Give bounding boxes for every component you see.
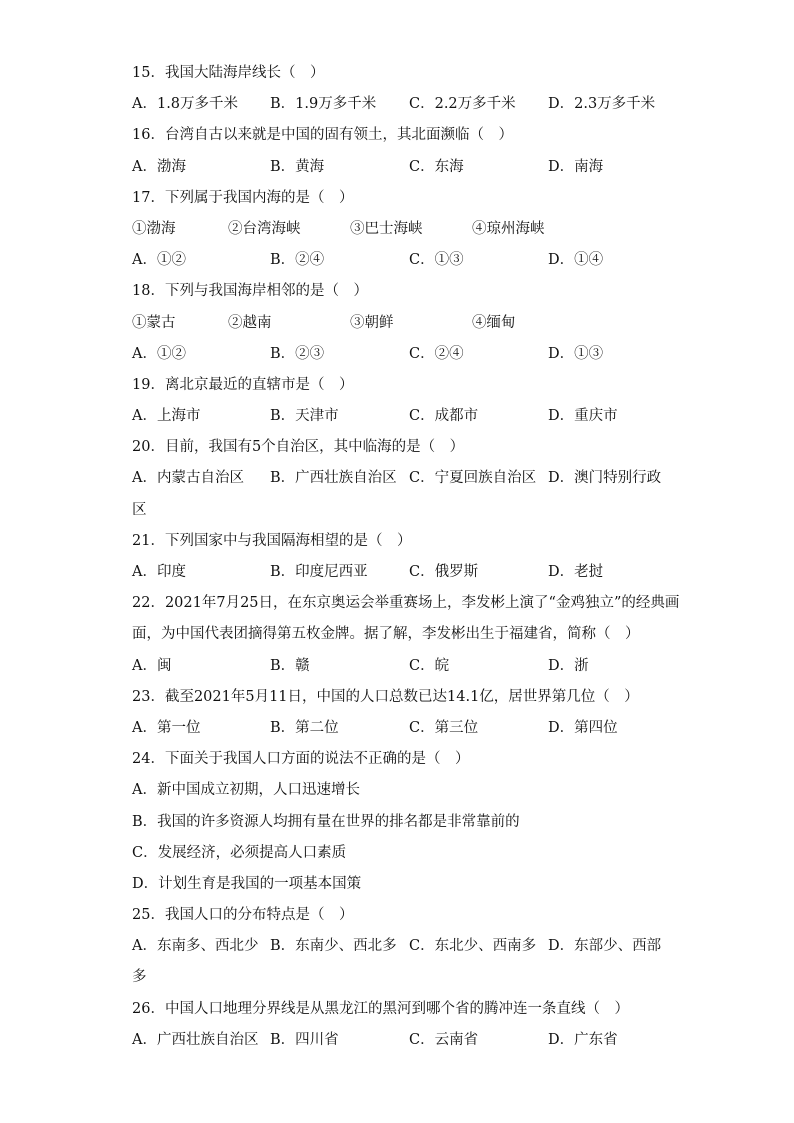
question-23-options xyxy=(132,713,672,744)
option-b: B．四川省 xyxy=(270,1031,339,1048)
option-d: D．澳门特别行政 xyxy=(548,470,662,487)
question-18-stem: 18．下列与我国海岸相邻的是（ ） xyxy=(132,283,368,300)
option-d: D．①④ xyxy=(548,252,604,269)
statement-3: ③朝鲜 xyxy=(350,314,394,331)
option-a: A．印度 xyxy=(132,564,186,580)
option-a: A．东南多、西北少 xyxy=(132,938,259,955)
option-d: D．①③ xyxy=(548,345,604,362)
question-24-option-b: B．我国的许多资源人均拥有量在世界的排名都是非常靠前的 xyxy=(132,813,520,830)
option-b: B．东南少、西北多 xyxy=(270,938,397,955)
option-c: C．东海 xyxy=(409,158,464,175)
option-c: C．宁夏回族自治区 xyxy=(409,470,537,487)
question-15-stem: 15．我国大陆海岸线长（ ） xyxy=(132,65,325,81)
option-a: A．渤海 xyxy=(132,158,186,175)
option-c: C．①③ xyxy=(409,252,464,269)
option-d: D．广东省 xyxy=(548,1031,618,1048)
statement-3: ③巴士海峡 xyxy=(350,220,423,237)
statement-2: ②台湾海峡 xyxy=(228,220,301,237)
option-b: B．第二位 xyxy=(270,719,339,736)
option-c: C．2.2万多千米 xyxy=(409,96,516,113)
option-c: C．成都市 xyxy=(409,408,479,425)
question-20-stem: 20．目前，我国有5个自治区，其中临海的是（ ） xyxy=(132,439,465,456)
question-page xyxy=(132,58,680,1056)
option-c: C．东北少、西南多 xyxy=(409,938,537,955)
option-a: A．广西壮族自治区 xyxy=(132,1031,259,1048)
question-25-stem: 25．我国人口的分布特点是（ ） xyxy=(132,907,354,924)
question-16-stem: 16．台湾自古以来就是中国的固有领土，其北面濒临（ ） xyxy=(132,127,513,144)
statement-1: ①渤海 xyxy=(132,220,176,237)
question-16-options xyxy=(132,152,672,183)
question-21-options xyxy=(132,557,672,588)
option-d: D．浙 xyxy=(548,657,589,674)
question-24-stem: 24．下面关于我国人口方面的说法不正确的是（ ） xyxy=(132,751,470,768)
option-d: D．南海 xyxy=(548,158,604,175)
option-d: D．东部少、西部 xyxy=(548,938,662,955)
question-19-options xyxy=(132,401,672,432)
option-d: D．重庆市 xyxy=(548,408,618,425)
option-b: B．②④ xyxy=(270,252,325,269)
option-b: B．广西壮族自治区 xyxy=(270,470,397,487)
option-a: A．内蒙古自治区 xyxy=(132,470,244,487)
option-d: D．2.3万多千米 xyxy=(548,96,656,113)
option-c: C．俄罗斯 xyxy=(409,564,479,580)
question-17-stem: 17．下列属于我国内海的是（ ） xyxy=(132,189,354,206)
question-18-options xyxy=(132,339,672,370)
option-a: A．闽 xyxy=(132,657,172,674)
statement-4: ④琼州海峡 xyxy=(472,220,545,237)
question-24-option-d: D．计划生育是我国的一项基本国策 xyxy=(132,875,362,892)
question-24-option-a: A．新中国成立初期，人口迅速增长 xyxy=(132,782,360,799)
question-25-options xyxy=(132,931,672,962)
question-22-stem-line-1: 22．2021年7月25日，在东京奥运会举重赛场上，李发彬上演了“金鸡独立”的经典画 xyxy=(132,595,680,612)
question-22-stem-line-2: 面，为中国代表团摘得第五枚金牌。据了解，李发彬出生于福建省，简称（ ） xyxy=(132,626,640,643)
option-a: A．1.8万多千米 xyxy=(132,96,239,113)
option-b: B．1.9万多千米 xyxy=(270,96,377,113)
question-15-options xyxy=(132,89,672,120)
option-d: D．老挝 xyxy=(548,564,604,580)
option-a: A．①② xyxy=(132,345,186,362)
question-26-options xyxy=(132,1025,672,1056)
question-21-stem: 21．下列国家中与我国隔海相望的是（ ） xyxy=(132,532,412,549)
question-18-statements xyxy=(132,308,672,339)
option-d: D．第四位 xyxy=(548,719,618,736)
option-a: A．①② xyxy=(132,252,186,269)
question-19-stem: 19．离北京最近的直辖市是（ ） xyxy=(132,376,354,393)
statement-4: ④缅甸 xyxy=(472,314,516,331)
question-17-options xyxy=(132,245,672,276)
option-a: A．上海市 xyxy=(132,408,201,425)
statement-2: ②越南 xyxy=(228,314,272,331)
question-24-option-c: C．发展经济，必须提高人口素质 xyxy=(132,844,347,861)
question-17-statements xyxy=(132,214,672,245)
option-b: B．印度尼西亚 xyxy=(270,564,368,580)
option-c: C．②④ xyxy=(409,345,464,362)
question-22-options xyxy=(132,651,672,682)
statement-1: ①蒙古 xyxy=(132,314,176,331)
option-b: B．赣 xyxy=(270,657,310,674)
question-26-stem: 26．中国人口地理分界线是从黑龙江的黑河到哪个省的腾冲连一条直线（ ） xyxy=(132,1000,629,1017)
question-25-option-d-continued: 多 xyxy=(132,969,147,986)
option-a: A．第一位 xyxy=(132,719,201,736)
question-20-option-d-continued: 区 xyxy=(132,501,147,518)
option-b: B．黄海 xyxy=(270,158,325,175)
option-c: C．皖 xyxy=(409,657,450,674)
option-b: B．天津市 xyxy=(270,408,339,425)
option-c: C．第三位 xyxy=(409,719,479,736)
question-23-stem: 23．截至2021年5月11日，中国的人口总数已达14.1亿，居世界第几位（ ） xyxy=(132,688,639,705)
option-c: C．云南省 xyxy=(409,1031,479,1048)
option-b: B．②③ xyxy=(270,345,325,362)
question-20-options xyxy=(132,463,672,494)
